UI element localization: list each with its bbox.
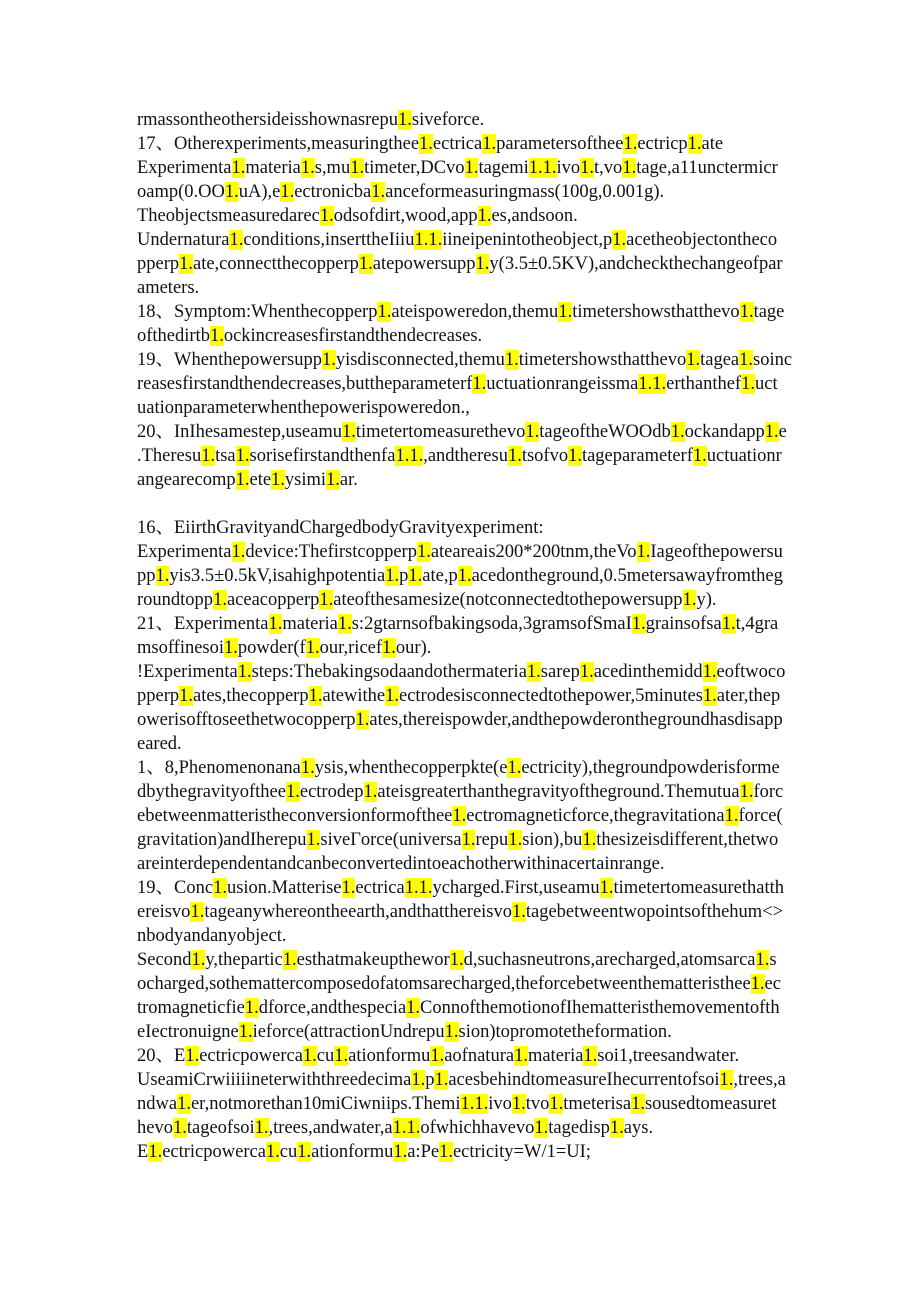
paragraph-section-1 bbox=[137, 108, 857, 492]
text-line: ereisvo1.tageanywhereontheearth,andthatthereisvo1.tagebetweentwopointsofthehum<> bbox=[137, 902, 784, 922]
highlight-mark: 1.1. bbox=[414, 230, 443, 250]
text-line: eared. bbox=[137, 734, 182, 754]
highlight-mark: 1. bbox=[229, 230, 244, 250]
highlight-mark: 1. bbox=[636, 542, 651, 562]
highlight-mark: 1. bbox=[285, 782, 300, 802]
highlight-mark: 1. bbox=[398, 110, 412, 130]
text-line: 16、EiirthGravityandChargedbodyGravityexperiment: bbox=[137, 518, 544, 538]
text-line: pp1.yis3.5±0.5kV,isahighpotentia1.p1.ate,p1.acedontheground,0.5metersawayfromtheg bbox=[137, 566, 783, 586]
text-line: 21、Experimenta1.materia1.s:2gtarnsofbakingsoda,3gramsofSmaI1.grainsofsa1.t,4gra bbox=[137, 614, 779, 634]
highlight-mark: 1. bbox=[308, 686, 323, 706]
text-line: 1、8,Phenomenonana1.ysis,whenthecopperpkte(e1.ectricity),thegroundpowderisforme bbox=[137, 758, 780, 778]
highlight-mark: 1. bbox=[692, 446, 707, 466]
highlight-mark: 1. bbox=[297, 1142, 312, 1162]
text-line: 19、Whenthepowersupp1.yisdisconnected,themu1.timetershowsthatthevo1.tagea1.soinc bbox=[137, 350, 793, 370]
highlight-mark: 1. bbox=[721, 614, 736, 634]
text-line: 20、InIhesamestep,useamu1.timetertomeasurethevo1.tageoftheWOOdb1.ockandapp1.e bbox=[137, 422, 787, 442]
highlight-mark: 1. bbox=[514, 1046, 528, 1066]
highlight-mark: 1. bbox=[237, 662, 252, 682]
highlight-mark: 1. bbox=[739, 302, 754, 322]
highlight-mark: 1. bbox=[472, 374, 487, 394]
text-line: Experimenta1.device:Thefirstcopperp1.ateareais200*200tnm,theVo1.Iageofthepowersu bbox=[137, 542, 783, 562]
highlight-mark: 1. bbox=[305, 638, 320, 658]
highlight-mark: 1. bbox=[682, 590, 697, 610]
text-line: ofthedirtb1.ockincreasesfirstandthendecreases. bbox=[137, 326, 483, 346]
text-line: .Theresu1.tsa1.sorisefirstandthenfa1.1.,andtheresu1.tsofvo1.tageparameterf1.uctuationr bbox=[137, 446, 782, 466]
text-line: tromagneticfie1.dforce,andthespecia1.ConnofthemotionofIhematteristhemovementofth bbox=[137, 998, 780, 1018]
highlight-mark: 1. bbox=[457, 566, 472, 586]
paragraph-section-2 bbox=[137, 516, 857, 1164]
highlight-mark: 1. bbox=[558, 302, 573, 322]
text-line: UseamiCrwiiiiineterwiththreedecima1.p1.acesbehindtomeasureIhecurrentofsoi1.,trees,a bbox=[137, 1070, 786, 1090]
text-line: Theobjectsmeasuredarec1.odsofdirt,wood,app1.es,andsoon. bbox=[137, 206, 578, 226]
text-line: 17、Otherexperiments,measuringthee1.ectrica1.parametersofthee1.ectricp1.ate bbox=[137, 134, 724, 154]
highlight-mark: 1. bbox=[568, 446, 582, 466]
highlight-mark: 1. bbox=[631, 614, 646, 634]
highlight-mark: 1. bbox=[271, 470, 285, 490]
highlight-mark: 1. bbox=[750, 974, 765, 994]
highlight-mark: 1. bbox=[534, 1118, 549, 1138]
highlight-mark: 1. bbox=[525, 422, 540, 442]
highlight-mark: 1. bbox=[686, 350, 701, 370]
highlight-mark: 1. bbox=[190, 902, 205, 922]
highlight-mark: 1. bbox=[507, 758, 522, 778]
highlight-mark: 1. bbox=[512, 902, 526, 922]
highlight-mark: 1. bbox=[355, 710, 370, 730]
highlight-mark: 1. bbox=[434, 1070, 449, 1090]
highlight-mark: 1. bbox=[358, 254, 373, 274]
highlight-mark: 1. bbox=[209, 326, 224, 346]
highlight-mark: 1. bbox=[702, 662, 717, 682]
highlight-mark: 1. bbox=[579, 662, 594, 682]
highlight-mark: 1. bbox=[280, 182, 295, 202]
highlight-mark: 1. bbox=[179, 686, 193, 706]
text-line: eIectronuigne1.ieforce(attractionUndrepu1.sion)topromotetheformation. bbox=[137, 1022, 672, 1042]
highlight-mark: 1. bbox=[464, 158, 479, 178]
highlight-mark: 1. bbox=[670, 422, 685, 442]
highlight-mark: 1. bbox=[319, 590, 334, 610]
document-body bbox=[137, 108, 857, 1164]
text-line: rmassontheothersideisshownasrepu1.siveforce. bbox=[137, 110, 485, 130]
highlight-mark: 1. bbox=[430, 1046, 445, 1066]
highlight-mark: 1. bbox=[224, 638, 238, 658]
highlight-mark: 1. bbox=[507, 446, 522, 466]
highlight-mark: 1. bbox=[382, 638, 396, 658]
highlight-mark: 1. bbox=[177, 1094, 191, 1114]
highlight-mark: 1. bbox=[235, 470, 250, 490]
highlight-mark: 1. bbox=[764, 422, 779, 442]
text-line: gravitation)andIherepu1.siveΓorce(universa1.repu1.sion),bu1.thesizeisdifferent,thetwo bbox=[137, 830, 779, 850]
highlight-mark: 1. bbox=[155, 566, 170, 586]
highlight-mark: 1.1. bbox=[528, 158, 557, 178]
highlight-mark: 1. bbox=[511, 1094, 526, 1114]
highlight-mark: 1. bbox=[439, 1142, 453, 1162]
highlight-mark: 1. bbox=[371, 182, 386, 202]
highlight-mark: 1. bbox=[416, 542, 431, 562]
highlight-mark: 1. bbox=[622, 158, 637, 178]
highlight-mark: 1. bbox=[452, 806, 467, 826]
text-line: Undernatura1.conditions,inserttheIiiu1.1.iineipenintotheobject,p1.acetheobjectontheco bbox=[137, 230, 778, 250]
highlight-mark: 1. bbox=[148, 1142, 163, 1162]
highlight-mark: 1. bbox=[337, 614, 352, 634]
text-line: owerisofftoseethetwocopperp1.ates,thereispowder,andthepowderonthegroundhasdisapp bbox=[137, 710, 783, 730]
text-line: 20、E1.ectricpowerca1.cu1.ationformu1.aofnatura1.materia1.soi1,treesandwater. bbox=[137, 1046, 740, 1066]
highlight-mark: 1. bbox=[265, 1142, 280, 1162]
highlight-mark: 1. bbox=[179, 254, 193, 274]
highlight-mark: 1. bbox=[377, 302, 392, 322]
highlight-mark: 1. bbox=[231, 542, 246, 562]
highlight-mark: 1. bbox=[185, 1046, 200, 1066]
highlight-mark: 1. bbox=[341, 878, 356, 898]
highlight-mark: 1. bbox=[363, 782, 378, 802]
highlight-mark: 1. bbox=[300, 758, 315, 778]
highlight-mark: 1. bbox=[231, 158, 246, 178]
highlight-mark: 1. bbox=[334, 1046, 349, 1066]
highlight-mark: 1. bbox=[612, 230, 627, 250]
highlight-mark: 1. bbox=[406, 998, 421, 1018]
highlight-mark: 1. bbox=[549, 1094, 564, 1114]
highlight-mark: 1. bbox=[224, 182, 239, 202]
highlight-mark: 1. bbox=[449, 950, 464, 970]
highlight-mark: 1. bbox=[504, 350, 519, 370]
highlight-mark: 1. bbox=[235, 446, 250, 466]
highlight-mark: 1.1. bbox=[460, 1094, 489, 1114]
highlight-mark: 1. bbox=[508, 830, 523, 850]
text-line: nbodyandanyobject. bbox=[137, 926, 287, 946]
highlight-mark: 1. bbox=[702, 686, 717, 706]
text-line: pperp1.ate,connectthecopperp1.atepowersupp1.y(3.5±0.5KV),andcheckthechangeofpar bbox=[137, 254, 783, 274]
highlight-mark: 1. bbox=[172, 1118, 187, 1138]
highlight-mark: 1.1. bbox=[392, 1118, 421, 1138]
highlight-mark: 1. bbox=[580, 158, 595, 178]
text-line: msoffinesoi1.powder(f1.our,ricef1.our). bbox=[137, 638, 432, 658]
highlight-mark: 1. bbox=[306, 830, 321, 850]
highlight-mark: 1. bbox=[419, 134, 433, 154]
text-line: hevo1.tageofsoi1.,trees,andwater,a1.1.ofwhichhavevo1.tagedisp1.ays. bbox=[137, 1118, 654, 1138]
text-line: pperp1.ates,thecopperp1.atewithe1.ectrodesisconnectedtothepower,5minutes1.ater,thep bbox=[137, 686, 781, 706]
highlight-mark: 1. bbox=[385, 686, 399, 706]
text-line: E1.ectricpowerca1.cu1.ationformu1.a:Pe1.ectricity=W/1=UI; bbox=[137, 1142, 591, 1162]
text-line: ocharged,sothemattercomposedofatomsarecharged,theforcebetweenthematteristhee1.ec bbox=[137, 974, 781, 994]
highlight-mark: 1. bbox=[461, 830, 476, 850]
text-line: Second1.y,thepartic1.esthatmakeupthewor1.d,suchasneutrons,arecharged,atomsarca1.s bbox=[137, 950, 777, 970]
highlight-mark: 1. bbox=[623, 134, 638, 154]
text-line: roundtopp1.aceacopperp1.ateofthesamesize(notconnectedtothepowersupp1.y). bbox=[137, 590, 717, 610]
highlight-mark: 1. bbox=[739, 350, 754, 370]
highlight-mark: 1. bbox=[268, 614, 283, 634]
text-line: !Experimenta1.steps:Thebakingsodaandothermateria1.sarep1.acedinthemidd1.eoftwoco bbox=[137, 662, 786, 682]
highlight-mark: 1. bbox=[444, 1022, 459, 1042]
highlight-mark: 1. bbox=[599, 878, 614, 898]
highlight-mark: 1. bbox=[385, 566, 400, 586]
text-line: ebetweenmatteristheconversionformofthee1.ectromagneticforce,thegravitationa1.force( bbox=[137, 806, 783, 826]
highlight-mark: 1. bbox=[244, 998, 259, 1018]
highlight-mark: 1. bbox=[739, 782, 754, 802]
highlight-mark: 1. bbox=[393, 1142, 408, 1162]
highlight-mark: 1.1. bbox=[638, 374, 667, 394]
highlight-mark: 1. bbox=[526, 662, 541, 682]
highlight-mark: 1. bbox=[482, 134, 497, 154]
highlight-mark: 1. bbox=[582, 830, 597, 850]
highlight-mark: 1.1. bbox=[404, 878, 433, 898]
text-line: oamp(0.OO1.uA),e1.ectronicba1.anceformeasuringmass(100g,0.001g). bbox=[137, 182, 665, 202]
highlight-mark: 1. bbox=[300, 158, 315, 178]
highlight-mark: 1. bbox=[687, 134, 702, 154]
text-line: ameters. bbox=[137, 278, 200, 298]
highlight-mark: 1. bbox=[719, 1070, 734, 1090]
text-line: Experimenta1.materia1.s,mu1.timeter,DCvo1.tagemi1.1.ivo1.t,vo1.tage,a11unctermicr bbox=[137, 158, 778, 178]
highlight-mark: 1. bbox=[341, 422, 356, 442]
text-line: dbythegravityofthee1.ectrodep1.ateisgreaterthanthegravityoftheground.Themutua1.forc bbox=[137, 782, 784, 802]
text-line: 19、Conc1.usion.Matterise1.ectrica1.1.ycharged.First,useamu1.timetertomeasurethatth bbox=[137, 878, 785, 898]
highlight-mark: 1. bbox=[213, 590, 227, 610]
highlight-mark: 1. bbox=[583, 1046, 598, 1066]
highlight-mark: 1. bbox=[741, 374, 755, 394]
highlight-mark: 1. bbox=[238, 1022, 253, 1042]
highlight-mark: 1. bbox=[282, 950, 297, 970]
text-line: ndwa1.er,notmorethan10miCiwniips.Themi1.1.ivo1.tvo1.tmeterisa1.sousedtomeasuret bbox=[137, 1094, 777, 1114]
highlight-mark: 1. bbox=[475, 254, 490, 274]
highlight-mark: 1. bbox=[319, 206, 334, 226]
highlight-mark: 1. bbox=[411, 1070, 426, 1090]
text-line: reasesfirstandthendecreases,buttheparameterf1.uctuationrangeissma1.1.erthanthef1.uct bbox=[137, 374, 778, 394]
highlight-mark: 1. bbox=[302, 1046, 317, 1066]
highlight-mark: 1. bbox=[201, 446, 216, 466]
highlight-mark: 1. bbox=[350, 158, 365, 178]
highlight-mark: 1. bbox=[321, 350, 336, 370]
highlight-mark: 1. bbox=[631, 1094, 645, 1114]
highlight-mark: 1. bbox=[254, 1118, 269, 1138]
highlight-mark: 1. bbox=[213, 878, 227, 898]
highlight-mark: 1.1. bbox=[395, 446, 424, 466]
highlight-mark: 1. bbox=[326, 470, 340, 490]
highlight-mark: 1. bbox=[408, 566, 423, 586]
highlight-mark: 1. bbox=[755, 950, 770, 970]
highlight-mark: 1. bbox=[724, 806, 739, 826]
highlight-mark: 1. bbox=[191, 950, 206, 970]
text-line: angearecomp1.ete1.ysimi1.ar. bbox=[137, 470, 358, 490]
highlight-mark: 1. bbox=[477, 206, 492, 226]
text-line: 18、Symptom:Whenthecopperp1.ateispoweredon,themu1.timetershowsthatthevo1.tage bbox=[137, 302, 785, 322]
highlight-mark: 1. bbox=[609, 1118, 624, 1138]
text-line: areinterdependentandcanbeconvertedintoeachotherwithinacertainrange. bbox=[137, 854, 665, 874]
text-line: uationparameterwhenthepowerispoweredon., bbox=[137, 398, 470, 418]
